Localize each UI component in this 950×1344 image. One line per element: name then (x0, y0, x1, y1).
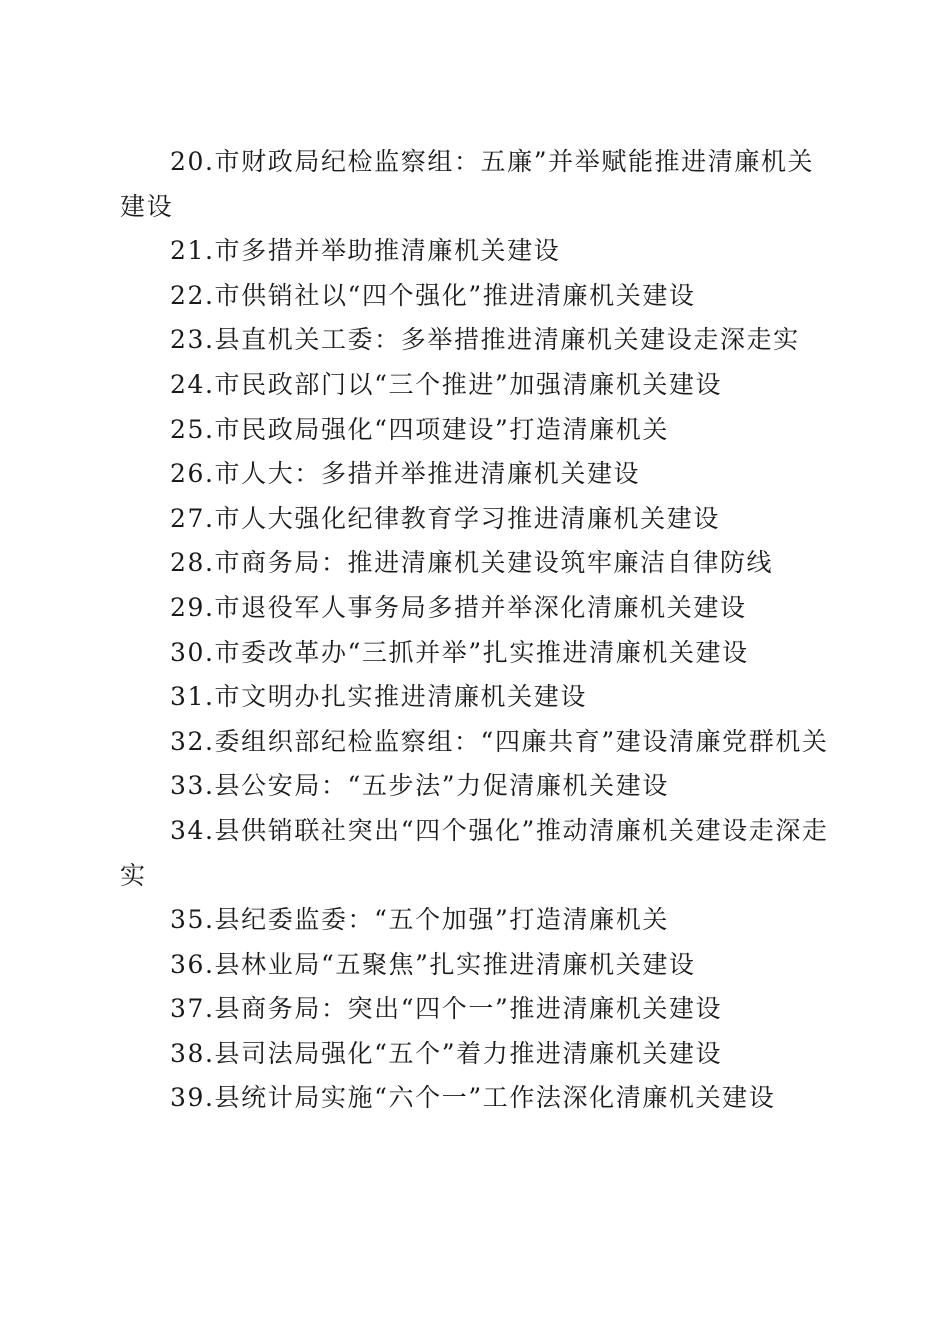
list-item: 26.市人大：多措并举推进清廉机关建设 (170, 459, 641, 489)
list-item: 39.县统计局实施“六个一”工作法深化清廉机关建设 (170, 1083, 776, 1113)
list-item: 24.市民政部门以“三个推进”加强清廉机关建设 (170, 369, 723, 399)
list-item: 30.市委改革办“三抓并举”扎实推进清廉机关建设 (170, 637, 749, 667)
list-item: 31.市文明办扎实推进清廉机关建设 (170, 682, 587, 712)
list-item: 32.委组织部纪检监察组：“四廉共育”建设清廉党群机关 (170, 726, 829, 756)
list-item: 20.市财政局纪检监察组：五廉”并举赋能推进清廉机关建设 (120, 147, 815, 221)
article-title-list (120, 140, 830, 1121)
list-item: 22.市供销社以“四个强化”推进清廉机关建设 (170, 280, 696, 310)
list-item: 35.县纪委监委：“五个加强”打造清廉机关 (170, 905, 669, 935)
list-item: 36.县林业局“五聚焦”扎实推进清廉机关建设 (170, 949, 696, 979)
list-item: 37.县商务局：突出“四个一”推进清廉机关建设 (170, 994, 723, 1024)
list-item: 28.市商务局：推进清廉机关建设筑牢廉洁自律防线 (170, 548, 774, 578)
list-item: 21.市多措并举助推清廉机关建设 (170, 236, 561, 266)
list-item: 33.县公安局：“五步法”力促清廉机关建设 (170, 771, 669, 801)
list-item: 27.市人大强化纪律教育学习推进清廉机关建设 (170, 503, 720, 533)
list-item: 38.县司法局强化“五个”着力推进清廉机关建设 (170, 1038, 723, 1068)
list-item: 34.县供销联社突出“四个强化”推动清廉机关建设走深走实 (120, 815, 829, 890)
list-item: 25.市民政局强化“四项建设”打造清廉机关 (170, 414, 669, 444)
list-item: 23.县直机关工委：多举措推进清廉机关建设走深走实 (170, 325, 800, 355)
list-item: 29.市退役军人事务局多措并举深化清廉机关建设 (170, 592, 747, 622)
